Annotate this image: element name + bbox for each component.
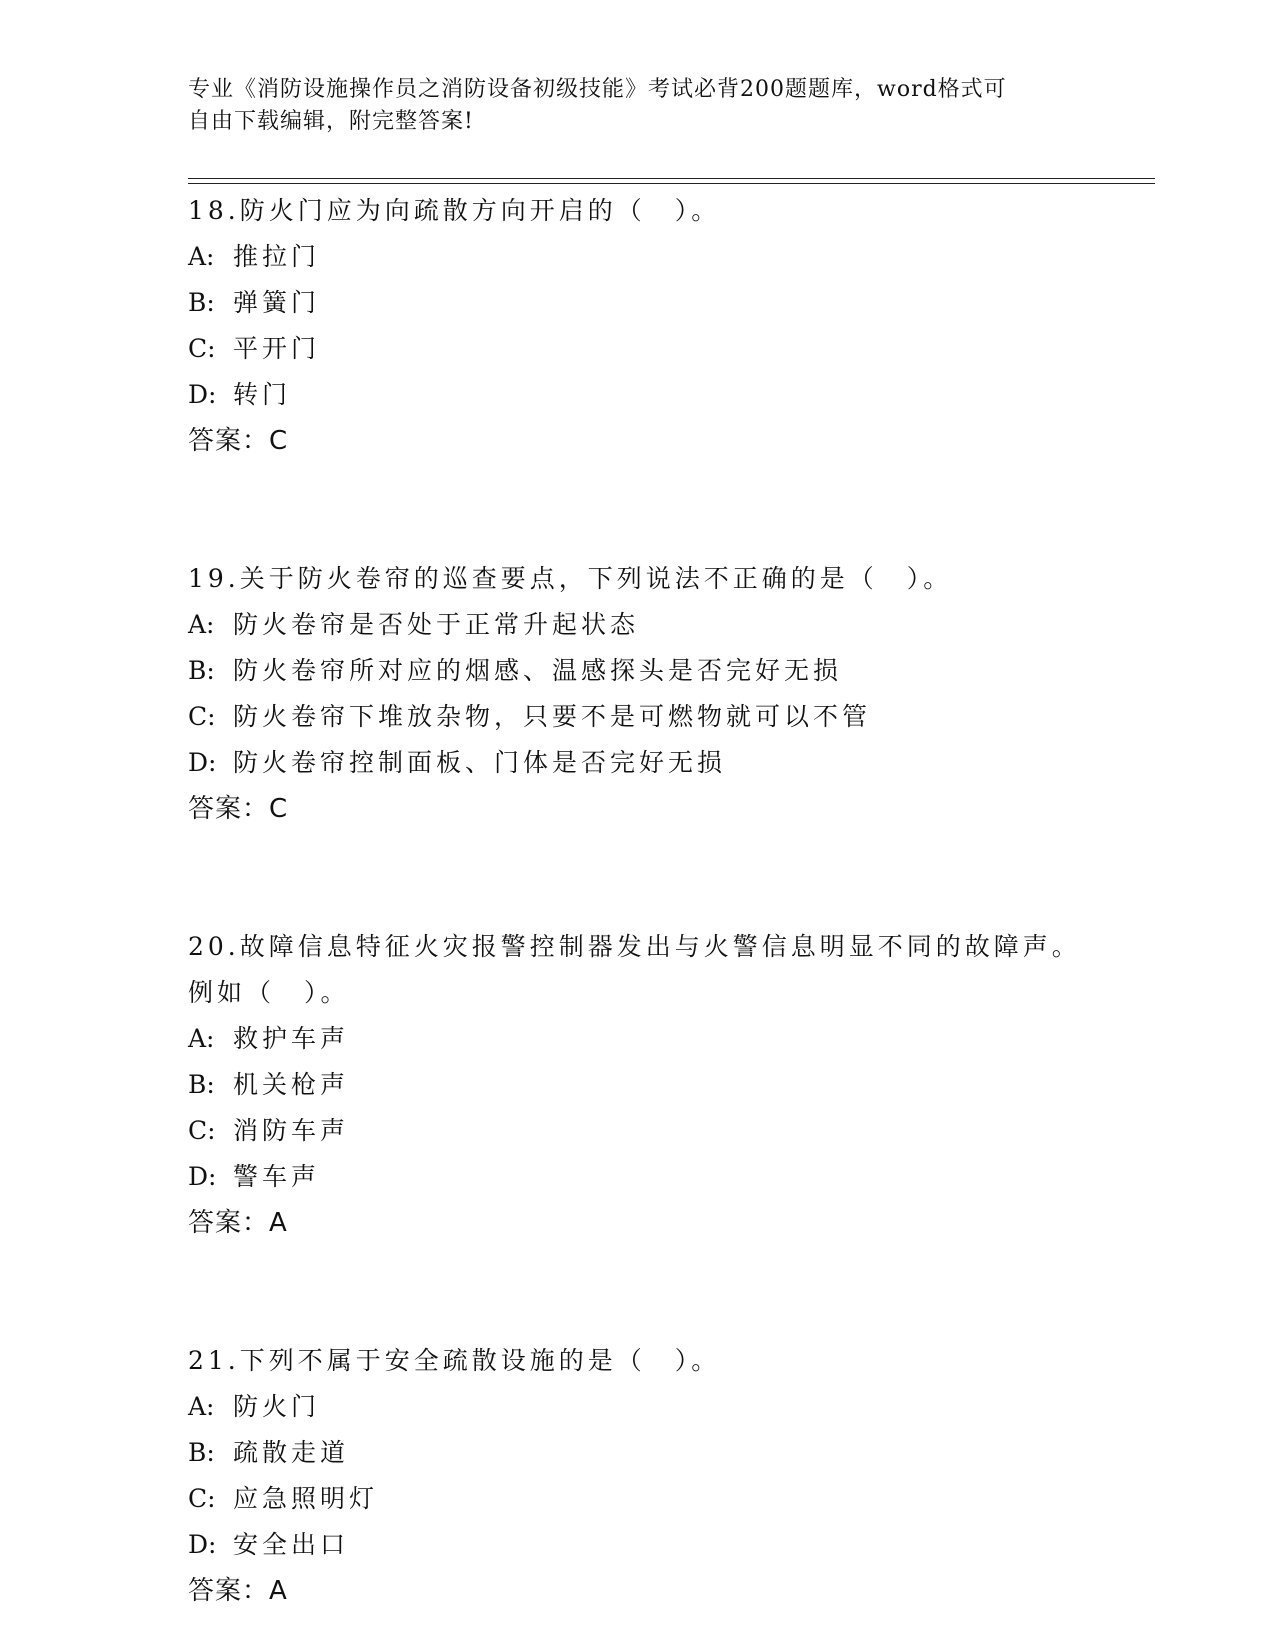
option-text: 疏散走道: [233, 1438, 350, 1467]
option-text: 应急照明灯: [233, 1484, 379, 1513]
option-item: [188, 326, 1178, 372]
question-stem: 例如（ ）。: [188, 978, 350, 1007]
option-item: [188, 1016, 1178, 1062]
option-letter: A:: [188, 242, 215, 271]
option-text: 警车声: [233, 1162, 321, 1191]
option-item: [188, 602, 1178, 648]
option-text: 转门: [233, 380, 292, 409]
option-letter: D:: [188, 1530, 217, 1559]
question-block: [188, 188, 1178, 464]
option-item: [188, 280, 1178, 326]
option-item: [188, 1522, 1178, 1568]
option-letter: B:: [188, 1438, 215, 1467]
question-spacer: [188, 832, 1178, 924]
option-letter: D:: [188, 380, 217, 409]
question-spacer: [188, 464, 1178, 556]
option-item: [188, 1384, 1178, 1430]
header-line-1: 专业《消防设施操作员之消防设备初级技能》考试必背200题题库，word格式可: [188, 77, 1007, 102]
option-text: 平开门: [233, 334, 321, 363]
option-text: 防火卷帘控制面板、门体是否完好无损: [233, 748, 727, 777]
header-double-rule: [188, 178, 1155, 184]
option-item: [188, 1476, 1178, 1522]
document-header: [188, 74, 1068, 138]
option-text: 防火门: [233, 1392, 321, 1421]
answer-line: 答案：C: [188, 426, 289, 456]
option-item: [188, 648, 1178, 694]
option-letter: A:: [188, 1392, 215, 1421]
answer-line: 答案：A: [188, 1208, 288, 1238]
option-item: [188, 1062, 1178, 1108]
option-item: [188, 1108, 1178, 1154]
option-text: 弹簧门: [233, 288, 321, 317]
option-text: 救护车声: [233, 1024, 350, 1053]
option-item: [188, 234, 1178, 280]
option-letter: C:: [188, 1484, 216, 1513]
option-item: [188, 1154, 1178, 1200]
question-spacer: [188, 1246, 1178, 1338]
header-line-2: 自由下载编辑，附完整答案!: [188, 109, 474, 134]
question-block: [188, 1338, 1178, 1614]
option-item: [188, 740, 1178, 786]
option-item: [188, 694, 1178, 740]
option-text: 安全出口: [233, 1530, 350, 1559]
option-text: 防火卷帘是否处于正常升起状态: [233, 610, 640, 639]
option-letter: B:: [188, 288, 215, 317]
option-text: 推拉门: [233, 242, 321, 271]
answer-line: 答案：A: [188, 1576, 288, 1606]
question-stem: 19.关于防火卷帘的巡查要点，下列说法不正确的是（ ）。: [188, 564, 953, 593]
question-block: [188, 556, 1178, 832]
option-text: 消防车声: [233, 1116, 350, 1145]
option-letter: B:: [188, 1070, 215, 1099]
option-letter: A:: [188, 1024, 215, 1053]
option-letter: D:: [188, 748, 217, 777]
question-list: [188, 188, 1178, 1614]
answer-line: 答案：C: [188, 794, 289, 824]
option-text: 防火卷帘所对应的烟感、温感探头是否完好无损: [233, 656, 843, 685]
option-letter: A:: [188, 610, 215, 639]
option-item: [188, 372, 1178, 418]
option-text: 防火卷帘下堆放杂物，只要不是可燃物就可以不管: [233, 702, 872, 731]
option-letter: B:: [188, 656, 215, 685]
option-letter: C:: [188, 334, 216, 363]
question-stem: 21.下列不属于安全疏散设施的是（ ）。: [188, 1346, 721, 1375]
question-stem: 20.故障信息特征火灾报警控制器发出与火警信息明显不同的故障声。: [188, 932, 1081, 961]
question-block: [188, 924, 1178, 1246]
option-text: 机关枪声: [233, 1070, 350, 1099]
option-item: [188, 1430, 1178, 1476]
option-letter: C:: [188, 702, 216, 731]
option-letter: D:: [188, 1162, 217, 1191]
option-letter: C:: [188, 1116, 216, 1145]
question-stem: 18.防火门应为向疏散方向开启的（ ）。: [188, 196, 721, 225]
